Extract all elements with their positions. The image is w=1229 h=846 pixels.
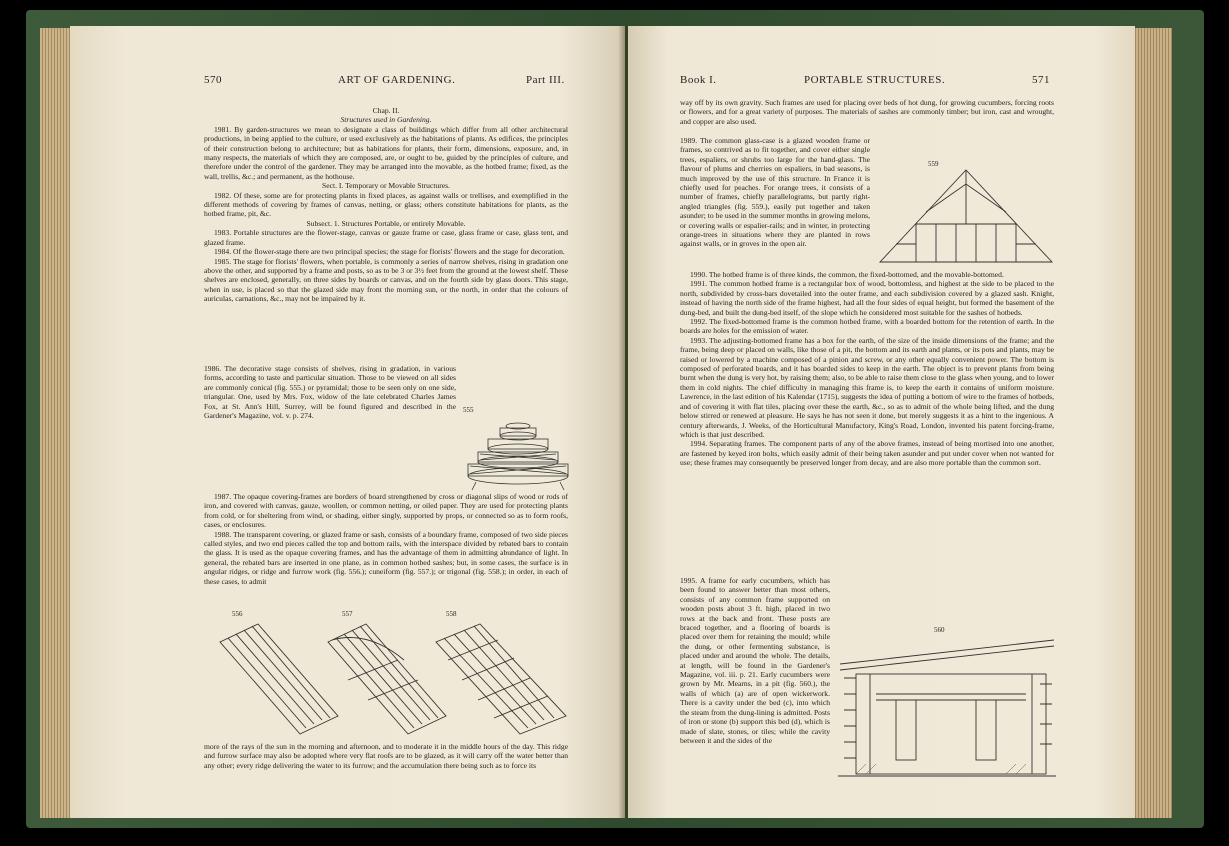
left-running-title: ART OF GARDENING. <box>338 74 456 86</box>
para-1992: 1992. The fixed-bottomed frame is the common hotbed frame, with a boarded bottom for the retention of earth. In the boards are holes for the emission of water. <box>680 317 1054 336</box>
para-1995: 1995. A frame for early cucumbers, which has been found to answer better than most others, consists of any common frame supported on wooden posts about 3 ft. high, placed in two rows at the back and front. These posts are braced together, and a flooring of boards is placed over them for retaining the mould; while the dung, or other fermenting substance, is placed under and around the whole. The details, at length, will be found in the Gardener's Magazine, vol. iii. p. 21. Early cucumbers were grown by Mr. Mearns, in a pit (fig. 560.), the walls of which (a) are of open wickerwork. There is a cavity under the bed (c), into which the steam from the dung-lining is admitted. Posts of iron or stone (b) support this bed (d), which is made of slate, stones, or tiles; while the cavity between it and the sides of the <box>680 576 830 745</box>
left-part-label: Part III. <box>526 74 565 86</box>
para-1988: 1988. The transparent covering, or glazed frame or sash, consists of a boundary frame, composed of two side pieces called styles, and two end pieces called the top and bottom rails, with the interspace divided by rebated bars to contain the glass. It is used as the opaque covering frames, and has the advantage of them in admitting abundance of light. In general, the rebated bars are inserted in one plane, as in common hotbed sashes; but, in some cases, the surface is in angular ridges, or ridge and furrow work (fig. 556.); cuneiform (fig. 557.); or trigonal (fig. 558.); in order, in each of these cases, to admit <box>204 529 568 586</box>
para-1990: 1990. The hotbed frame is of three kinds, the common, the fixed-bottomed, and the movable-bottomed. <box>690 270 1004 279</box>
para-1989: 1989. The common glass-case is a glazed wooden frame or frames, so contrived as to fit together, and cover either single trees, espaliers, or shrubs too large for the hand-glass. The flavour of plums and cherries on espaliers, in bad seasons, is much improved by the use of this structure. In France it is chiefly used for peaches. For orange trees, it consists of a number of frames, chiefly parallelograms, but partly right-angled triangles (fig. 559.), easily put together and taken asunder; to be used in the summer months in growing melons, or covering walls or espalier-rails; and in winter, in protecting orange-trees in situations where they are planted in rows against walls, or in groves in the open air. <box>680 136 870 249</box>
left-column-middle <box>204 492 568 586</box>
fig-555-decorative-stage <box>458 414 578 494</box>
chapter-heading: Chap. II. <box>372 106 400 115</box>
para-continued: way off by its own gravity. Such frames are used for placing over beds of hot dung, for growing cucumbers, forcing roots or flowers, and for a great variety of purposes. The materials of sashes are commonly timber; but iron, cast and wrought, and copper are also used. <box>680 98 1054 126</box>
chapter-subtitle: Structures used in Gardening. <box>340 115 432 125</box>
left-page-number: 570 <box>204 74 222 86</box>
para-1984: 1984. Of the flower-stage there are two principal species; the stage for florists' flowers and the stage for decoration. <box>214 247 565 257</box>
fig-555-label: 555 <box>463 406 474 414</box>
page-edges-right <box>1130 28 1172 818</box>
figs-556-558-glazed-sashes <box>218 620 568 738</box>
right-page-number: 571 <box>1032 74 1050 86</box>
fig-559-label: 559 <box>928 160 939 168</box>
right-page <box>628 26 1135 818</box>
left-page <box>70 26 625 818</box>
para-1987: 1987. The opaque covering-frames are borders of board strengthened by cross or diagonal slips of wood or rods of iron, and covered with canvas, gauze, woollen, or common netting, or oiled paper. They are used for protecting plants from cold, or for sheltering from wind, or shading, either singly, supported by props, or connected so as to form roofs, cases, or enclosures. <box>204 492 568 530</box>
para-1986: 1986. The decorative stage consists of shelves, rising in gradation, in various forms, according to taste and particular situation. Those to be viewed on all sides are commonly conical (fig. 555.) or pyramidal; those to be seen only on one side, triangular. One, used by Mrs. Fox, widow of the late celebrated Charles James Fox, at St. Ann's Hill, Surrey, will be found figured and described in the Gardener's Magazine, vol. v. p. 274. <box>204 364 456 421</box>
fig-560-label: 560 <box>934 626 945 634</box>
para-1991: 1991. The common hotbed frame is a rectangular box of wood, bottomless, and highest at the side to be placed to the north, subdivided by cross-bars dovetailed into the outer frame, and each subdivision covered by a glazed sash. Knight, instead of having the north side of the frame highest, had all the four sides of equal height, but formed the basement of the dung-bed, and built the dung-bed itself, of the slope which he considered most suitable for the sashes of hotbeds. <box>680 279 1054 317</box>
fig-556-label: 556 <box>232 610 243 618</box>
fig-560-cucumber-pit <box>836 634 1058 784</box>
para-1994: 1994. Separating frames. The component parts of any of the above frames, instead of being mortised into one another, are fastened by keyed iron bolts, which easily admit of their being taken asunder and put under cover when not wanted for use; these frames may consequently be preserved longer from decay, and are also more portable than the common sort. <box>680 439 1054 468</box>
fig-557-label: 557 <box>342 610 353 618</box>
left-column-top <box>204 106 568 304</box>
right-column-middle <box>680 270 1054 468</box>
fig-559-glass-case <box>876 164 1056 268</box>
fig-558-label: 558 <box>446 610 457 618</box>
subsection-heading: Subsect. 1. Structures Portable, or entirely Movable. <box>306 218 466 228</box>
para-1983: 1983. Portable structures are the flower-stage, canvas or gauze frame or case, glass frame or case, glass tent, and glazed frame. <box>204 228 568 247</box>
para-1981: 1981. By garden-structures we mean to designate a class of buildings which differ from all other architectural productions, in being applied to the culture, or used exclusively as the habitations of plants. As edifices, the principles of their construction belong to architecture; but as habitations for plants, their form, dimensions, exposure, and, in many respects, the materials of which they are composed, are, or ought to be, guided by the principles of culture, and therefore under the control of the gardener. They may be arranged into the movable, as the hotbed frame; fixed, as the wall, trellis, &c.; and permanent, as the hothouse. <box>204 124 568 181</box>
para-1985: 1985. The stage for florists' flowers, when portable, is commonly a series of narrow shelves, rising in gradation one above the other, and supported by a frame and posts, so as to be 3 or 3½ feet from the ground at the lowest shelf. These shelves are enclosed, generally, on three sides by boards or canvas, and on the fourth side by glass doors. This stage, when in use, is placed so that the glazed side may front the morning sun, or the north, in order that the colours of auriculas, carnations, &c., may not be impaired by it. <box>204 256 568 304</box>
para-1988-continued: more of the rays of the sun in the morning and afternoon, and to moderate it in the middle hours of the day. This ridge and furrow surface may also be adopted where very flat roofs are to be glazed, as it will carry off the water better than any other; every ridge delivering the water to its furrow; and the accumulation there being such as to force its <box>204 742 568 770</box>
para-1982: 1982. Of these, some are for protecting plants in fixed places, as against walls or trellises, and exemplified in the different methods of covering by frames of canvas, netting, or glass; others constitute habitations for plants, as the hotbed frame, pit, &c. <box>204 190 568 219</box>
para-1993: 1993. The adjusting-bottomed frame has a box for the earth, of the size of the inside dimensions of the frame; and the frame, being deep or placed on walls, like those of a pit, the bottom and its earth and plants, or its pots and plants, may be raised or lowered by a machine composed of a pinion and screw, or any other equally convenient power. The bottom is composed of perforated boards, and it has boarded sides to keep in the earth. The object is to prevent plants from being burnt when the dung is very hot, by raising them; also, to be able to raise them close to the glass when young, and to lower them in cold nights. The chief difficulty in managing this frame is, to keep the earth it contains of uniform moisture. Lawrence, in the last edition of his Kalendar (1715), suggests the idea of putting a bottom of wire to the frames of hotbeds, and of covering it with flat tiles, placing over these the earth, &c., so as to admit of the whole being lifted, and the dung below stirred or renewed at pleasure. He says he has not seen it done, but merely suggests it as a hint to the ingenious. A century afterwards, J. Weeks, of the Horticultural Manufactory, King's Road, London, invented his patent forcing-frame, which is that just described. <box>680 335 1054 439</box>
right-running-title: PORTABLE STRUCTURES. <box>804 74 946 86</box>
right-book-label: Book I. <box>680 74 717 86</box>
right-column-top <box>680 98 1054 126</box>
section-heading: Sect. I. Temporary or Movable Structures. <box>322 181 450 191</box>
